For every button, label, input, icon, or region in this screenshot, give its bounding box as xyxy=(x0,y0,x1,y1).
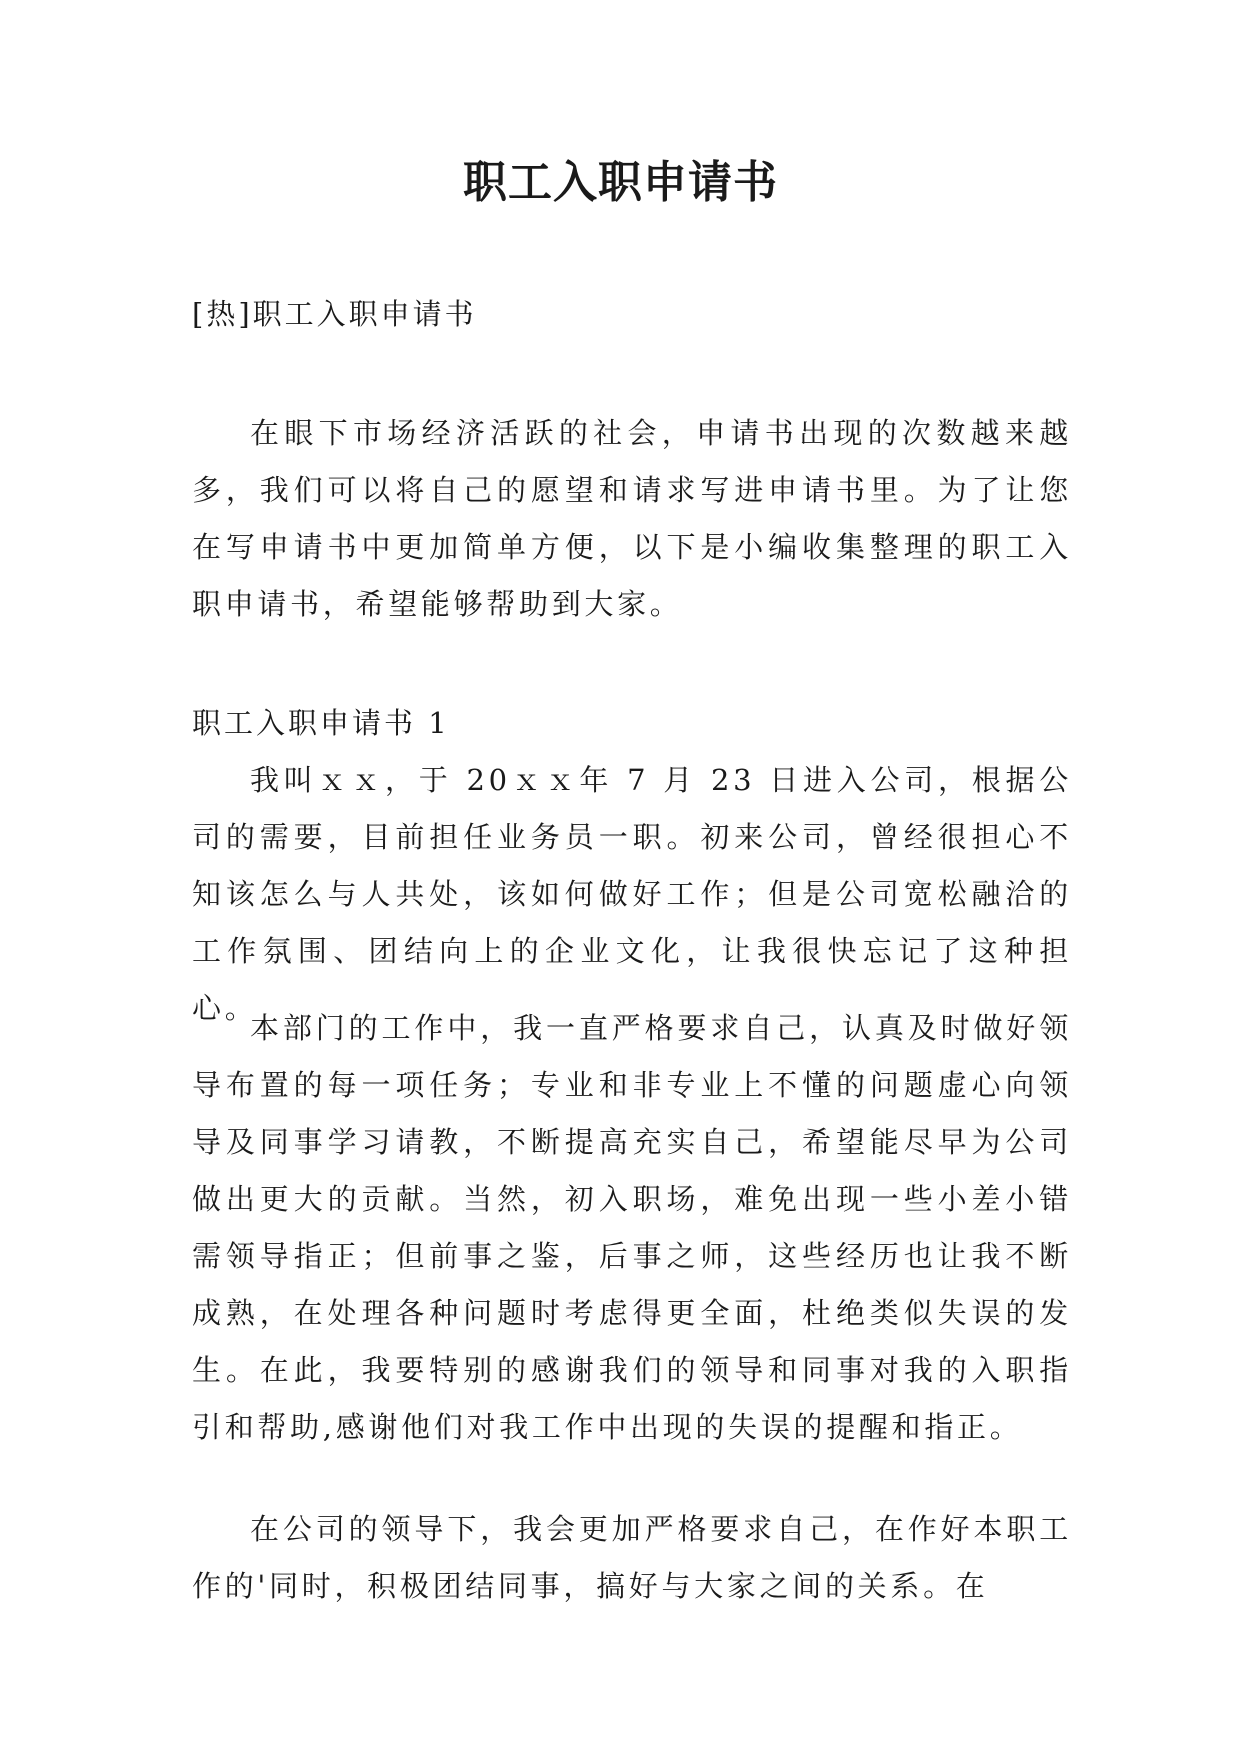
section-heading: 职工入职申请书 1 xyxy=(192,706,450,740)
body-paragraph: 在公司的领导下，我会更加严格要求自己，在作好本职工作的'同时，积极团结同事，搞好与大家之间的关系。在 xyxy=(192,1512,1072,1603)
body-paragraph: 我叫ｘｘ，于 20ｘｘ年 7 月 23 日进入公司，根据公司的需要，目前担任业务员一职。初来公司，曾经很担心不知该怎么与人共处，该如何做好工作；但是公司宽松融洽的工作氛围、团结向上的企业文化，让我很快忘记了这种担心。 xyxy=(192,763,1072,1025)
document-subtitle: [热]职工入职申请书 xyxy=(192,297,477,331)
intro-paragraph: 在眼下市场经济活跃的社会，申请书出现的次数越来越多，我们可以将自己的愿望和请求写进申请书里。为了让您在写申请书中更加简单方便，以下是小编收集整理的职工入职申请书，希望能够帮助到大家。 xyxy=(192,416,1072,621)
body-paragraph: 本部门的工作中，我一直严格要求自己，认真及时做好领导布置的每一项任务；专业和非专业上不懂的问题虚心向领导及同事学习请教，不断提高充实自己，希望能尽早为公司做出更大的贡献。当然，初入职场，难免出现一些小差小错需领导指正；但前事之鉴，后事之师，这些经历也让我不断成熟，在处理各种问题时考虑得更全面，杜绝类似失误的发生。在此，我要特别的感谢我们的领导和同事对我的入职指引和帮助,感谢他们对我工作中出现的失误的提醒和指正。 xyxy=(192,1011,1072,1444)
document-title: 职工入职申请书 xyxy=(463,157,778,208)
